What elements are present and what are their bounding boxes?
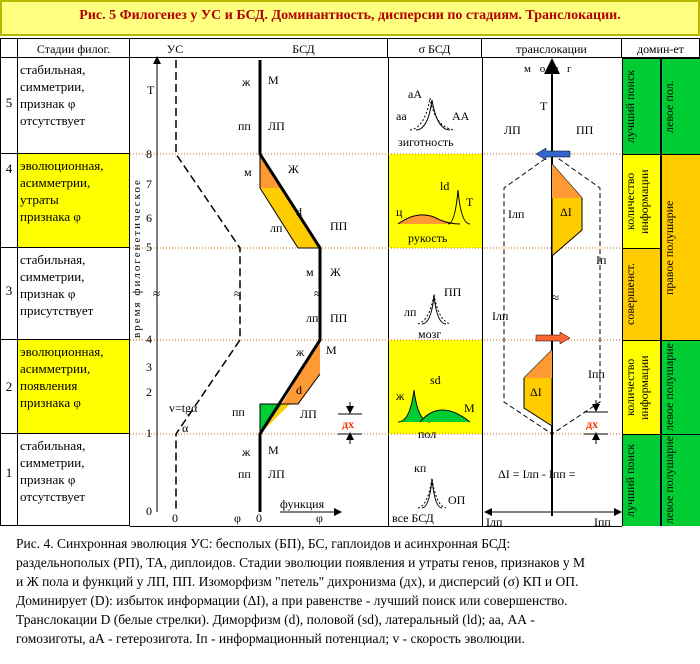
tick-4: 4 — [146, 332, 152, 346]
sigma-sd: sd — [430, 373, 441, 387]
stage-2-line: асимметрии, — [20, 361, 91, 376]
sigma-op: ОП — [448, 493, 466, 507]
bsd-break: ≈ — [314, 286, 322, 301]
bsd-m5: М — [268, 73, 279, 87]
trans-dx: дх — [586, 417, 599, 431]
dominant-r4a: количество информации — [622, 154, 661, 248]
header-translocations: транслокации — [482, 38, 622, 58]
bsd-pp5: пп — [238, 119, 251, 133]
trans-di2: ΔI — [530, 385, 542, 399]
us-phi: φ — [234, 511, 241, 525]
row-number-4: 4 — [0, 154, 18, 248]
dominant-r34b: правое полушарие — [661, 154, 700, 340]
stage-1-line: признак φ — [20, 472, 76, 487]
bsd-zh1: ж — [242, 445, 251, 459]
bsd-lp1: ЛП — [268, 467, 285, 481]
v-formula: v=tgα — [169, 401, 198, 415]
bsd-lp5: ЛП — [268, 119, 285, 133]
us-break: ≈ — [234, 286, 242, 301]
sigma-zygosity: зиготность — [398, 135, 454, 149]
sigma-curves — [398, 98, 470, 508]
trans-di4: ΔI — [560, 205, 572, 219]
sigma-brain: мозг — [418, 327, 442, 341]
stage-2-line: эволюционная, — [20, 344, 104, 359]
stage-3-line: признак φ — [20, 286, 76, 301]
stage-4-line: признака φ — [20, 209, 81, 224]
stage-3-line: стабильная, — [20, 252, 86, 267]
bsd-lp2: ЛП — [300, 407, 317, 421]
bsd-labels — [232, 73, 348, 481]
dominant-r5b: левое пол. — [661, 58, 700, 154]
sigma-zh: ж — [396, 389, 405, 403]
stage-1-line: стабильная, — [20, 438, 86, 453]
trans-T: Т — [540, 99, 548, 113]
bsd-dx: дх — [342, 417, 355, 431]
header-us: УС — [130, 38, 220, 58]
caption-line: гомозиготы, аА - гетерозигота. Iп - информационный потенциал; v - скорость эволюции. — [16, 631, 525, 646]
stage-2-line: появления — [20, 378, 78, 393]
bottom-border — [130, 526, 622, 527]
stage-2-line: признака φ — [20, 395, 81, 410]
axis-break: ≈ — [153, 286, 161, 301]
sigma-handedness: рукость — [408, 231, 448, 245]
sigma-lp3: лп — [404, 305, 417, 319]
sigma-aA: аА — [408, 87, 422, 101]
caption-line: и Ж пола и функций у ЛП, ПП. Изоморфизм "петель" дихронизма (дх), и дисперсий (σ) КП и ОП. — [16, 574, 579, 589]
trans-ip3: Iп — [596, 253, 607, 267]
sigma-AA: АА — [452, 109, 470, 123]
phylogeny-diagram — [0, 38, 700, 526]
figure-title: Рис. 5 Филогенез у УС и БСД. Доминантность, дисперсии по стадиям. Транслокации. — [79, 8, 621, 23]
stage-5-line: стабильная, — [20, 62, 86, 77]
bsd-lp3: лп — [306, 311, 319, 325]
dominant-r2a: количество информации — [622, 340, 661, 434]
stage-3-line: симметрии, — [20, 269, 85, 284]
us-zero: 0 — [172, 511, 178, 525]
sigma-labels — [392, 87, 475, 525]
sigma-all: все БСД — [392, 511, 434, 525]
tick-0: 0 — [146, 504, 152, 518]
bsd-phi: φ — [316, 511, 323, 525]
bsd-pp2: пп — [232, 405, 245, 419]
tick-3: 3 — [146, 360, 152, 374]
bsd-zero: 0 — [256, 511, 262, 525]
all-curve-inner — [422, 480, 442, 508]
bsd-zh4: Ж — [288, 162, 299, 176]
trans-ilp4: Iлп — [508, 207, 525, 221]
tick-7: 7 — [146, 177, 152, 191]
row-number-1: 1 — [0, 434, 18, 526]
header-stages: Стадии филог. — [18, 38, 130, 58]
trans-ipp2: Iпп — [588, 367, 605, 381]
sigma-kp: кп — [414, 461, 427, 475]
alpha: α — [182, 421, 189, 435]
figure-title-bar — [0, 0, 700, 36]
trans-formula: ΔI = Iлп - Iпп = — [498, 467, 576, 481]
bsd-m2: М — [326, 343, 337, 357]
bsd-pp1: пп — [238, 467, 251, 481]
stage-4-line: эволюционная, — [20, 158, 104, 173]
bsd-zh2: ж — [296, 345, 305, 359]
caption-line: Доминирует (D): избыток информации (ΔI), а при равенстве - лучший поиск или совершенство. — [16, 593, 568, 608]
header-bsd: БСД — [220, 38, 388, 58]
caption-line: раздельнополых (РП), ТА, диплоидов. Стадии эволюции появления и утраты генов, признаков у М — [16, 555, 585, 570]
tick-2: 2 — [146, 385, 152, 399]
bsd-d2: d — [296, 383, 302, 397]
header-sigma: σ БСД — [388, 38, 482, 58]
caption-line: Рис. 4. Синхронная эволюция УС: бесполых (БП), БС, гаплоидов и асинхронная БСД: — [16, 536, 511, 551]
trans-ilp3: Iлп — [492, 309, 509, 323]
sigma-sex: пол — [418, 427, 437, 441]
dominant-r2b: левое полушарие — [661, 340, 700, 434]
bsd-lp4: лп — [270, 221, 283, 235]
bsd-pp4: ПП — [330, 219, 348, 233]
sigma-ts: ц — [396, 205, 403, 219]
sigma-T: Т — [466, 195, 474, 209]
trans-lp: ЛП — [504, 123, 521, 137]
function-label: функция — [280, 497, 325, 511]
trans-loop-lower-dark — [524, 350, 552, 378]
dominant-r5a: лучший поиск — [622, 58, 661, 154]
stage-1-line: отсутствует — [20, 489, 86, 504]
bsd-d4: d — [296, 205, 302, 219]
caption-line: Транслокации D (белые стрелки). Диморфизм (d), половой (sd), латеральный (ld); аа, АА - — [16, 612, 535, 627]
trans-ipp0: Iпп — [594, 515, 611, 526]
figure-caption — [16, 534, 696, 648]
trans-ilp0: Iлп — [486, 515, 503, 526]
sigma-pp3: ПП — [444, 285, 462, 299]
diagram-table — [0, 38, 700, 526]
bsd-zh5: ж — [242, 75, 251, 89]
stage-5-line: отсутствует — [20, 113, 86, 128]
sigma-M: М — [464, 401, 475, 415]
row-number-3: 3 — [0, 248, 18, 340]
stage-4-line: асимметрии, — [20, 175, 91, 190]
time-axis-t: Т — [147, 83, 155, 97]
sex-curve-right — [420, 410, 470, 422]
stage-1-line: симметрии, — [20, 455, 85, 470]
tick-8: 8 — [146, 147, 152, 161]
tick-6: 6 — [146, 211, 152, 225]
time-ticks — [146, 147, 152, 518]
us-curve — [176, 60, 240, 512]
stage-5-line: симметрии, — [20, 79, 85, 94]
zygosity-curve-inner — [416, 100, 450, 130]
dominant-r1b: левое полушарие — [661, 434, 700, 526]
stage-4-line: утраты — [20, 192, 59, 207]
row-number-2: 2 — [0, 340, 18, 434]
dominant-r1a: лучший поиск — [622, 434, 661, 526]
row-number-5: 5 — [0, 58, 18, 154]
dominant-r3a: совершенст. — [622, 248, 661, 340]
bsd-pp3: ПП — [330, 311, 348, 325]
stage-5-line: признак φ — [20, 96, 76, 111]
trans-break: ≈ — [552, 290, 560, 305]
sigma-ld: ld — [440, 179, 450, 193]
time-axis-label: время филогенетическое — [131, 178, 143, 338]
header-dominant: домин-ет — [622, 38, 700, 58]
tick-5: 5 — [146, 240, 152, 254]
bsd-zh3: Ж — [330, 265, 341, 279]
bsd-m3: м — [306, 265, 314, 279]
brain-curve-inner — [422, 296, 446, 324]
trans-brain: м о з г — [524, 63, 575, 75]
sigma-aa: аа — [396, 109, 407, 123]
trans-pp: ПП — [576, 123, 594, 137]
bsd-m1: М — [268, 443, 279, 457]
bsd-m4: м — [244, 165, 252, 179]
stage-3-line: присутствует — [20, 303, 94, 318]
tick-1: 1 — [146, 426, 152, 440]
